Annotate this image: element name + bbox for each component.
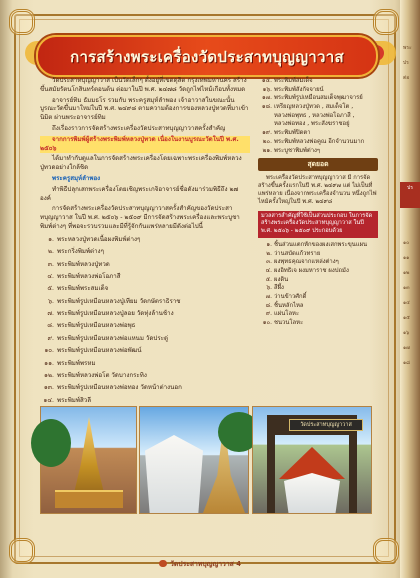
list-item: ๑. พระหลวงปู่ทวดเนื้อผงพิมพ์ต่างๆ: [48, 235, 141, 243]
list-item: ๑๒. พระพิมพ์หลวงพ่อโต วัดบางกระทิง: [44, 372, 147, 380]
edge-text: ๑๔: [403, 300, 410, 306]
edge-text: ๑๕: [403, 315, 410, 321]
materials-list: [258, 241, 378, 328]
list-item: ๗. พระพิมพ์รูปเหมือนหลวงปู่ลอย วัดทุ่งล้านช้าง: [47, 310, 174, 318]
intro-paragraph-6: การจัดสร้างพระเครื่องวัดประสาทบุญญาวาสครั้งสำคัญของวัดประสาทบุญญาวาส ในปี พ.ศ. ๒๕๐๖ - ๒๕๐๙ มีการจัดสร้างพระเครื่องและพระบูชาพิมพ์ต่างๆ ที่พอจะรวบรวมและมีที่รู้จักกันแพร่หลายมีดังต่อไปนี้: [40, 205, 240, 230]
list-item: หลวงพ่อทอง , พระสังฆราชอยู่: [274, 121, 350, 128]
corner-ornament: [9, 538, 35, 564]
list-item: ๘. พระพิมพ์รูปเหมือนหลวงพ่อพุธ: [47, 322, 136, 330]
list-item: ๑๘. เหรียญหลวงปู่ทวด , สมเด็จโต ,: [261, 104, 354, 111]
list-item: ๑๔. พระพิมพ์สิวลี: [43, 396, 92, 404]
list-item: ๑๙. พระพิมพ์ปิดตา: [262, 130, 311, 137]
photo-temple-gate: [252, 406, 372, 514]
edge-text: ๑๗: [403, 345, 410, 351]
highlighted-text: จากการพิมพ์ผู้สร้างพระพิมพ์หลวงปู่ทวด เนื่องในงานบูรณะวัดในปี พ.ศ. ๒๕๐๖: [40, 136, 250, 154]
materials-heading: มวลสารสำคัญที่ใช้เป็นส่วนประกอบ ในการจัดสร้างพระเครื่องวัดประสาทบุญญาวาส ในปี พ.ศ. ๒๕๐๖ - ๒๕๐๙ ประกอบด้วย: [258, 211, 378, 238]
edge-text: ๑๓: [403, 285, 410, 291]
list-item: ๗. ว่านข้าวศักดิ์: [265, 294, 307, 301]
corner-ornament: [9, 9, 35, 35]
list-item: ๕. พระพิมพ์พระสมเด็จ: [47, 285, 109, 293]
list-item: ๒. พระกริ่งพิมพ์ต่างๆ: [47, 248, 104, 256]
list-item: ๓. ผงพุทธคุณจากแหล่งต่างๆ: [266, 259, 339, 266]
history-paragraph: พระเครื่องวัดประสาทบุญญาวาส มี การจัดสร้างขึ้นครั้งแรกในปี พ.ศ. ๒๔๙๗ แต่ ไม่เป็นที่แพร่หลาย เนื่องจากพระเครื่องจำนวน หนึ่งถูกไฟไหม้ครั้งใหญ่ในปี พ.ศ. ๒๔๙๘: [258, 175, 377, 206]
next-page-edge: [400, 0, 420, 578]
tree: [31, 419, 71, 467]
section-heading: สุดยอด: [258, 158, 378, 171]
edge-text: ต่อ: [403, 75, 410, 81]
temple-hall: [284, 473, 340, 513]
list-item: ๑๐. ชนวนโลหะ: [262, 320, 304, 327]
list-item: ๕. ผงดิน: [265, 276, 289, 283]
page-title: การสร้างพระเครื่องวัดประสาทบุญญาวาส: [70, 48, 344, 66]
list-item: ๑๖. พระพิมพ์สังกัจจายน์: [262, 86, 324, 93]
intro-paragraph-1: วัดประสาทบุญญาวาส เป็นวัดเล็กๆ ตั้งอยู่ที่เขตดุสิต กรุงเทพมหานคร สร้างขึ้นสมัยรัตนโกสินทร์ตอนต้น ต่อมาในปี พ.ศ. ๒๔๗๘ วัดถูกไฟไหม้เกือบทั้งหมด: [40, 77, 247, 93]
abbot-name: พระครูสมุห์ลำพอง: [52, 174, 101, 182]
list-item: ๘. ชิ้นหลักไหล: [265, 302, 304, 309]
intro-paragraph-2: อาจารย์ทิม ธัมมธโร รวมกับ พระครูสมุห์ลำพอง เจ้าอาวาสในขณะนั้นบูรณะวัดขึ้นมาใหม่ในปี พ.ศ. ๒๔๙๘ ตามความต้องการของหลวงปู่ทวดที่มาเข้านิมิต ผ่านพระอาจารย์ทิม: [40, 96, 249, 122]
temple-sign: วัดประสาทบุญญาวาส: [289, 419, 363, 431]
list-item: ๔. ผงอิทธิเจ ผงมหาราช ผงปถมัง: [265, 268, 349, 275]
edge-text: ปร: [403, 60, 409, 66]
list-item: ๑๑. พระพิมพ์พรหม: [44, 359, 96, 367]
corner-ornament: [373, 538, 399, 564]
footer-text: วัดประสาทบุญญาวาส 4: [170, 560, 241, 568]
title-bar: [36, 35, 378, 77]
edge-text: ๑๑: [403, 255, 410, 261]
lotus-icon: [159, 560, 167, 567]
list-item: ๑๗. พระพิมพ์รูปเหมือนสมเด็จพุฒาจารย์: [261, 95, 363, 102]
list-item: ๑. ชิ้นส่วนแตกหักของผงเสกพระขุนแผน: [266, 241, 368, 248]
list-item: ๒๐. พระพิมพ์หลวงพ่อคูณ อีกจำนวนมาก: [262, 138, 365, 145]
list-item: ๒. ว่านสบัดแก้วทราย: [266, 250, 321, 257]
list-item: ๑๕. พระพิมพ์สมเด็จ: [261, 78, 313, 84]
intro-paragraph-3: ถึงเรื่องราวการจัดสร้างพระเครื่องวัดประสาทบุญญาวาสครั้งสำคัญ: [52, 124, 226, 132]
list-item: ๑๓. พระพิมพ์รูปเหมือนหลวงพ่อทอง วัดหน้าต่างนอก: [43, 384, 182, 392]
edge-text: ๑๒: [403, 270, 410, 276]
list-item: หลวงพ่อพุทธ , หลวงพ่อโอภาสี ,: [274, 112, 355, 119]
photo-golden-chedi: [40, 406, 137, 514]
temple-building: [145, 435, 203, 513]
amulet-list-right: [258, 77, 378, 155]
list-item: ๙. แผ่นโลหะ: [265, 311, 300, 318]
list-item: ๓. พระพิมพ์หลวงปู่ทวด: [47, 260, 110, 268]
photo-temple-building: [139, 406, 249, 514]
page-footer: [145, 558, 255, 569]
list-item: ๖. พระพิมพ์รูปเหมือนหลวงปู่เทียม วัดกษัตราธิราช: [48, 297, 181, 305]
edge-text: ๑๖: [403, 330, 410, 336]
edge-highlight: ปร: [400, 182, 420, 208]
left-column: [40, 77, 250, 404]
list-item: ๒๑. พระบูชาพิมพ์ต่างๆ: [262, 147, 321, 154]
list-item: ๔. พระพิมพ์หลวงพ่อโอภาสี: [47, 272, 121, 280]
list-item: ๖. สีผึ้ง: [266, 285, 284, 292]
edge-text: ๑๐: [403, 240, 410, 246]
edge-text: พระ: [403, 45, 412, 51]
intro-paragraph-5: ทำพิธีปลุกเสกพระเครื่องโดยเชิญพระเกจิอาจารย์ชื่อดังมาร่วมพิธีถึง ๒๗ องค์: [40, 185, 239, 202]
list-item: ๙. พระพิมพ์รูปเหมือนหลวงพ่อแหนม วัดประดู่: [47, 334, 169, 342]
chedi-base: [55, 490, 123, 508]
right-column: [258, 77, 378, 395]
intro-paragraph-4: ได้มาทำกับดูแลในการจัดสร้างพระเครื่องโดยเฉพาะพระเครื่องพิมพ์หลวงปู่ทวดอย่างใกล้ชิด: [40, 155, 242, 172]
corner-ornament: [373, 9, 399, 35]
edge-text: ๑๘: [403, 360, 411, 366]
list-item: ๑๐. พระพิมพ์รูปเหมือนหลวงพ่อพัฒน์: [44, 347, 142, 355]
amulet-list-left: [40, 234, 250, 407]
